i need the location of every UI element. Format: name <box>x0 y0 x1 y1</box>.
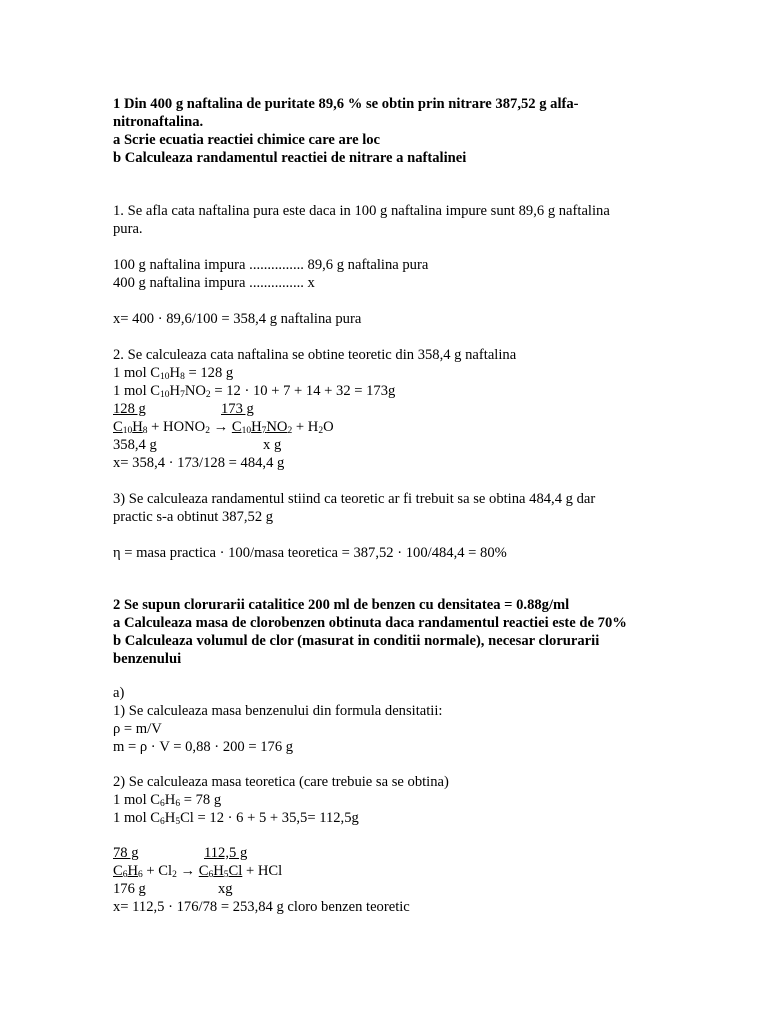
problem1-statement-line1: 1 Din 400 g naftalina de puritate 89,6 % se obtin prin nitrare 387,52 g alfa- <box>113 96 579 112</box>
p1-eq-top-left: 128 g <box>113 401 146 417</box>
p2-mass-calc: m = ρ · V = 0,88 · 200 = 176 g <box>113 739 294 755</box>
p2-part-a-label: a) <box>113 685 125 701</box>
p1-eq-bottom-left: 358,4 g <box>113 437 157 453</box>
p2-molar-mass-benzene: 1 mol $C_6H_6 = 78$ g <box>113 792 222 809</box>
p2-reaction-equation: $C_6H_6 + Cl_2 \to C_6H_5Cl$ + HCl <box>113 863 283 880</box>
p1-step1-line1: 1. Se afla cata naftalina pura este daca in 100 g naftalina impure sunt 89,6 g naftalina <box>113 203 610 219</box>
problem2-task-b-line1: b Calculeaza volumul de clor (masurat in conditii normale), necesar clorurarii <box>113 633 600 649</box>
p1-molar-mass-nitronaphthalene: 1 mol $C_{10}H_7NO_2 = 12 \cdot 10 + 7 + 14 + 32 = 173g$ <box>113 383 396 400</box>
p2-step1: 1) Se calculeaza masa benzenului din formula densitatii: <box>113 703 443 719</box>
p2-step2: 2) Se calculeaza masa teoretica (care trebuie sa se obtina) <box>113 774 449 790</box>
p1-proportion-line2: 400 g naftalina impura ............... x <box>113 275 315 291</box>
p1-eq-bottom-right: x g <box>263 437 282 453</box>
p2-molar-mass-chlorobenzene: 1 mol $C_6H_5Cl = 12 \cdot 6 + 5 + 35,5= 112,5g$ <box>113 810 359 827</box>
p1-step1-line2: pura. <box>113 221 143 237</box>
p2-eq-top-left: 78 g <box>113 845 139 861</box>
p2-eq-top-right: 112,5 g <box>204 845 248 861</box>
p1-proportion-line1: 100 g naftalina impura ............... 89,6 g naftalina pura <box>113 257 429 273</box>
p1-step3-line2: practic s-a obtinut 387,52 g <box>113 509 274 525</box>
problem1-statement-line2: nitronaftalina. <box>113 114 204 130</box>
p2-density-formula: ρ = m/V <box>113 721 162 737</box>
p1-pure-mass-calc: x= 400 · 89,6/100 = 358,4 g naftalina pura <box>113 311 362 327</box>
p1-step3-line1: 3) Se calculeaza randamentul stiind ca teoretic ar fi trebuit sa se obtina 484,4 g dar <box>113 491 596 507</box>
p1-reaction-equation: $C_{10}H_8$ + $HONO_2 \to C_{10}H_7NO_2 + H_2O$ <box>113 419 334 436</box>
p1-eq-top-right: 173 g <box>221 401 254 417</box>
problem2-task-b-line2: benzenului <box>113 651 182 667</box>
problem2-task-a: a Calculeaza masa de clorobenzen obtinuta daca randamentul reactiei este de 70% <box>113 615 627 631</box>
p1-theoretical-calc: x= 358,4 · 173/128 = 484,4 g <box>113 455 285 471</box>
problem1-task-b: b Calculeaza randamentul reactiei de nitrare a naftalinei <box>113 150 467 166</box>
p1-molar-mass-naphthalene: 1 mol $C_{10}H_8 = 128$ g <box>113 365 234 382</box>
p2-eq-bottom-right: xg <box>218 881 233 897</box>
problem1-task-a: a Scrie ecuatia reactiei chimice care are loc <box>113 132 381 148</box>
p1-yield-formula: η = masa practica · 100/masa teoretica = 387,52 · 100/484,4 = 80% <box>113 545 507 561</box>
p1-step2: 2. Se calculeaza cata naftalina se obtine teoretic din 358,4 g naftalina <box>113 347 517 363</box>
problem2-statement: 2 Se supun clorurarii catalitice 200 ml de benzen cu densitatea = 0.88g/ml <box>113 597 570 613</box>
p2-eq-bottom-left: 176 g <box>113 881 146 897</box>
p2-theoretical-calc: x= 112,5 · 176/78 = 253,84 g cloro benzen teoretic <box>113 899 410 915</box>
